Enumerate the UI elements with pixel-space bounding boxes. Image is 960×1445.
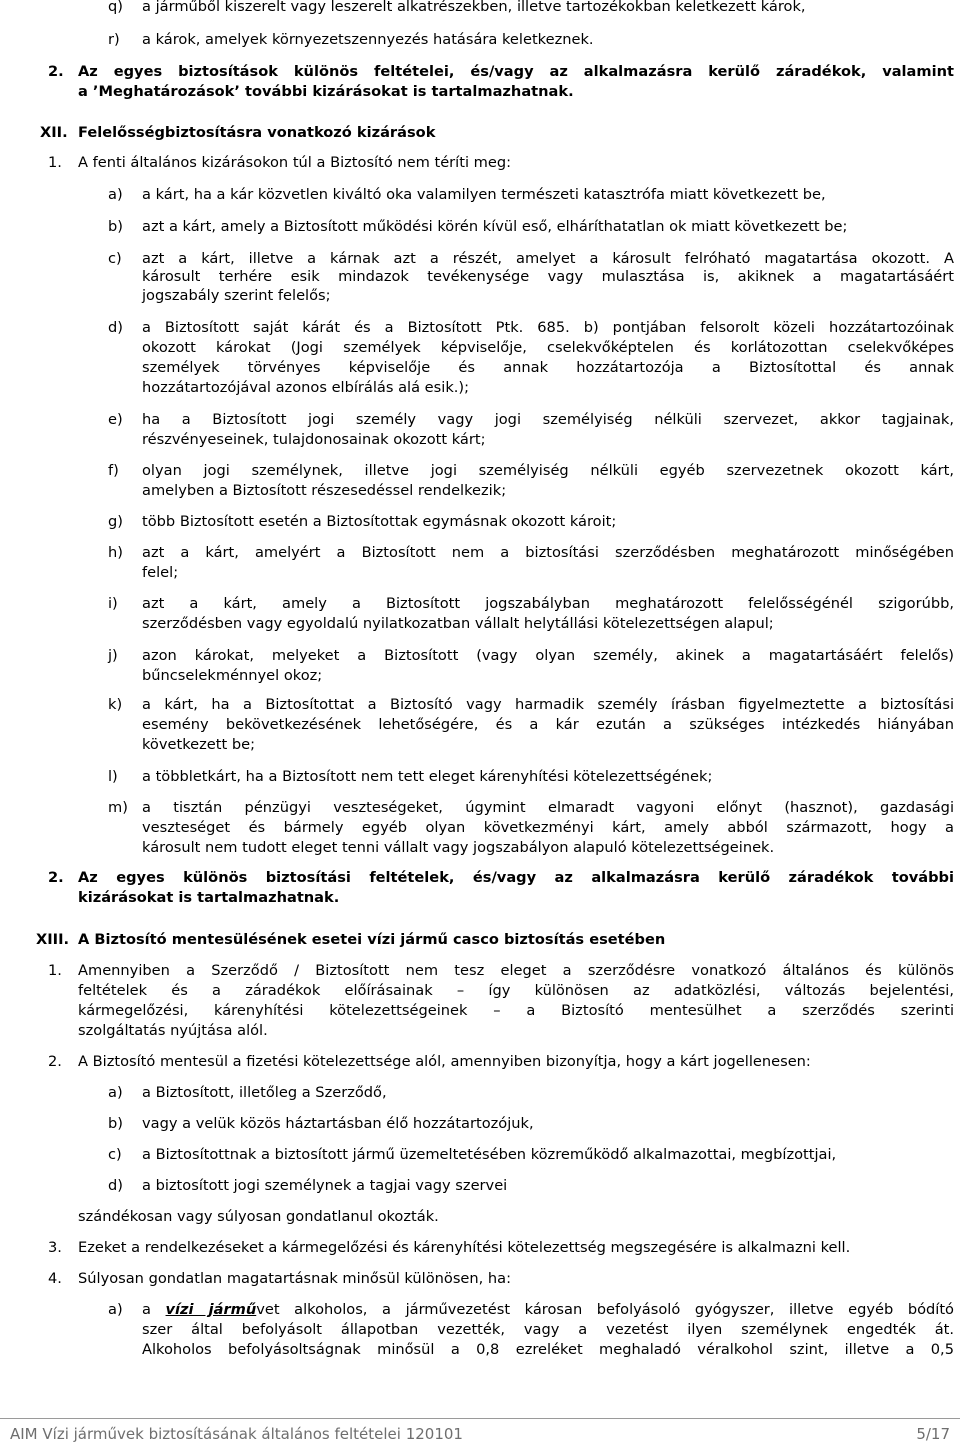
paragraph-text: Az egyes különös biztosítási feltételek, és/vagy az alkalmazásra kerülő záradékok további [78, 869, 954, 886]
paragraph-text: a ’Meghatározások’ további kizárásokat is tartalmazhatnak. [78, 83, 574, 100]
list-marker: h) [108, 544, 123, 561]
list-marker: d) [108, 1177, 123, 1194]
paragraph-text: Amennyiben a Szerződő / Biztosított nem tesz eleget a szerződésre vonatkozó általános és különös [78, 962, 954, 979]
list-marker: g) [108, 513, 123, 530]
section-heading: A Biztosító mentesülésének esetei vízi jármű casco biztosítás esetében [78, 931, 666, 948]
footer-divider [0, 1418, 960, 1419]
paragraph-number: 2. [48, 1053, 62, 1070]
list-marker: c) [108, 250, 122, 267]
list-item-text: a Biztosítottnak a biztosított jármű üzemeltetésében közreműködő alkalmazottai, megbízottjai, [142, 1146, 837, 1163]
paragraph-text: A Biztosító mentesül a fizetési kötelezettsége alól, amennyiben bizonyítja, hogy a kárt jogellenesen: [78, 1053, 811, 1070]
list-item-text: azon károkat, melyeket a Biztosított (vagy olyan személy, akinek a magatartásáért felelős) [142, 647, 954, 664]
paragraph-number: 3. [48, 1239, 62, 1256]
list-item-text: szerződésben vagy egyoldalú nyilatkozatban vállalt helytállási kötelezettségen alapul; [142, 615, 774, 632]
paragraph-text: A fenti általános kizárásokon túl a Biztosító nem téríti meg: [78, 154, 512, 171]
list-item-text: a Biztosított, illetőleg a Szerződő, [142, 1084, 387, 1101]
list-marker: i) [108, 595, 118, 612]
paragraph-number: 1. [48, 154, 62, 171]
list-marker: a) [108, 1084, 123, 1101]
list-marker: f) [108, 462, 119, 479]
paragraph-text: kizárásokat is tartalmazhatnak. [78, 889, 340, 906]
list-item-text: a biztosított jogi személynek a tagjai vagy szervei [142, 1177, 508, 1194]
list-item-text: szer által befolyásolt állapotban vezették, vagy a vezetést ilyen személynek engedték át. [142, 1321, 954, 1338]
list-item-text: okozott károkat (Jogi személyek képviselője, cselekvőképtelen és korlátozottan cselekvőképes [142, 339, 954, 356]
list-item-text: bűncselekménnyel okoz; [142, 667, 323, 684]
list-marker: q) [108, 0, 123, 15]
list-item-text: felel; [142, 564, 179, 581]
list-item-text: a károk, amelyek környezetszennyezés hatására keletkeznek. [142, 31, 594, 48]
paragraph-number: 2. [48, 63, 64, 80]
list-item-text: veszteséget és bármely egyéb olyan következményi kárt, amely abból származott, hogy a [142, 819, 954, 836]
list-item-text: vagy a velük közös háztartásban élő hozzátartozójuk, [142, 1115, 534, 1132]
list-item-text: következett be; [142, 736, 255, 753]
section-roman-numeral: XIII. [36, 931, 70, 948]
list-item-text: a kárt, ha a kár közvetlen kiváltó oka valamilyen természeti katasztrófa miatt következett be, [142, 186, 826, 203]
list-item-text: esemény bekövetkezésének lehetőségére, és a kár ezután a szükséges intézkedés hiányában [142, 716, 954, 733]
list-marker: c) [108, 1146, 122, 1163]
paragraph-number: 4. [48, 1270, 62, 1287]
paragraph-text: kármegelőzési, kárenyhítési kötelezettségeinek – a Biztosító mentesülhet a szerződés szerinti [78, 1002, 954, 1019]
paragraph-text: szolgáltatás nyújtása alól. [78, 1022, 268, 1039]
paragraph-text: Ezeket a rendelkezéseket a kármegelőzési és kárenyhítési kötelezettség megszegésére is alkalmazni kell. [78, 1239, 851, 1256]
list-marker: m) [108, 799, 128, 816]
paragraph-text: Az egyes biztosítások különös feltételei, és/vagy az alkalmazásra kerülő záradékok, valamint [78, 63, 954, 80]
list-item-text [142, 1300, 954, 1320]
list-item-text: a kárt, ha a Biztosítottat a Biztosító vagy harmadik személy írásban figyelmeztette a biztosítási [142, 696, 954, 713]
list-marker: a) [108, 1301, 123, 1318]
list-item-text: amelyben a Biztosított részesedéssel rendelkezik; [142, 482, 507, 499]
emphasized-term: vízi jármű [165, 1301, 257, 1318]
list-item-text: a tisztán pénzügyi veszteségeket, úgymint elmaradt vagyoni előnyt (hasznot), gazdasági [142, 799, 954, 816]
list-item-text: olyan jogi személynek, illetve jogi személyiség nélküli egyéb szervezetnek okozott kárt, [142, 462, 954, 479]
section-heading: Felelősségbiztosításra vonatkozó kizárások [78, 124, 436, 141]
list-item-text: károsult nem tudott eleget tenni vállalt vagy jogszabályon alapuló kötelezettségeinek. [142, 839, 775, 856]
section-roman-numeral: XII. [40, 124, 68, 141]
list-marker: r) [108, 31, 120, 48]
list-marker: b) [108, 218, 123, 235]
list-item-text: jogszabály szerint felelős; [142, 287, 331, 304]
list-item-text: a többletkárt, ha a Biztosított nem tett eleget kárenyhítési kötelezettségének; [142, 768, 713, 785]
list-item-text: Alkoholos befolyásoltságnak minősül a 0,8 ezreléket meghaladó véralkohol szint, illetve a 0,5 [142, 1341, 954, 1358]
list-item-text: azt a kárt, amely a Biztosított jogszabályban meghatározott felelősségénél szigorúbb, [142, 595, 954, 612]
list-marker: k) [108, 696, 123, 713]
list-marker: l) [108, 768, 118, 785]
list-item-text: azt a kárt, illetve a kárnak azt a részét, amelyet a károsult felróható magatartása okozott. A [142, 250, 954, 267]
list-item-text: károsult terhére esik mindazok tevékenysége vagy mulasztása is, akiknek a magatartásáért [142, 268, 954, 285]
list-item-text: több Biztosított esetén a Biztosítottak egymásnak okozott károit; [142, 513, 617, 530]
list-item-text: azt a kárt, amelyért a Biztosított nem a biztosítási szerződésben meghatározott minőségében [142, 544, 954, 561]
list-item-text: részvényeseinek, tulajdonosainak okozott kárt; [142, 431, 486, 448]
list-item-text: személyek törvényes képviselője és annak hozzátartozója a Biztosítottal és annak [142, 359, 954, 376]
paragraph-text: szándékosan vagy súlyosan gondatlanul okozták. [78, 1208, 439, 1225]
list-item-text: a járműből kiszerelt vagy leszerelt alkatrészekben, illetve tartozékokban keletkezett károk, [142, 0, 806, 15]
list-marker: a) [108, 186, 123, 203]
list-item-text: hozzátartozójával azonos elbírálás alá esik.); [142, 379, 470, 396]
list-item-text: a Biztosított saját kárát és a Biztosított Ptk. 685. b) pontjában felsorolt közeli hozzátartozóinak [142, 319, 954, 336]
list-marker: j) [108, 647, 118, 664]
footer-page-number: 5/17 [916, 1425, 950, 1443]
paragraph-text: feltételek és a záradékok előírásainak – így különösen az adatközlési, változás bejelentési, [78, 982, 954, 999]
list-item-text: azt a kárt, amely a Biztosított működési körén kívül eső, elháríthatatlan ok miatt következett be; [142, 218, 848, 235]
paragraph-text: Súlyosan gondatlan magatartásnak minősül különösen, ha: [78, 1270, 512, 1287]
list-marker: b) [108, 1115, 123, 1132]
paragraph-number: 2. [48, 869, 64, 886]
footer-document-title: AIM Vízi járművek biztosításának általános feltételei 120101 [10, 1425, 463, 1443]
list-item-text: ha a Biztosított jogi személy vagy jogi személyiség nélküli szervezet, akkor tagjainak, [142, 411, 954, 428]
list-item-text-rest: vet alkoholos, a járművezetést károsan befolyásoló gyógyszer, illetve egyéb bódító [256, 1301, 954, 1318]
list-marker: e) [108, 411, 123, 428]
list-marker: d) [108, 319, 123, 336]
list-item-text-prefix: a [142, 1301, 166, 1318]
paragraph-number: 1. [48, 962, 62, 979]
